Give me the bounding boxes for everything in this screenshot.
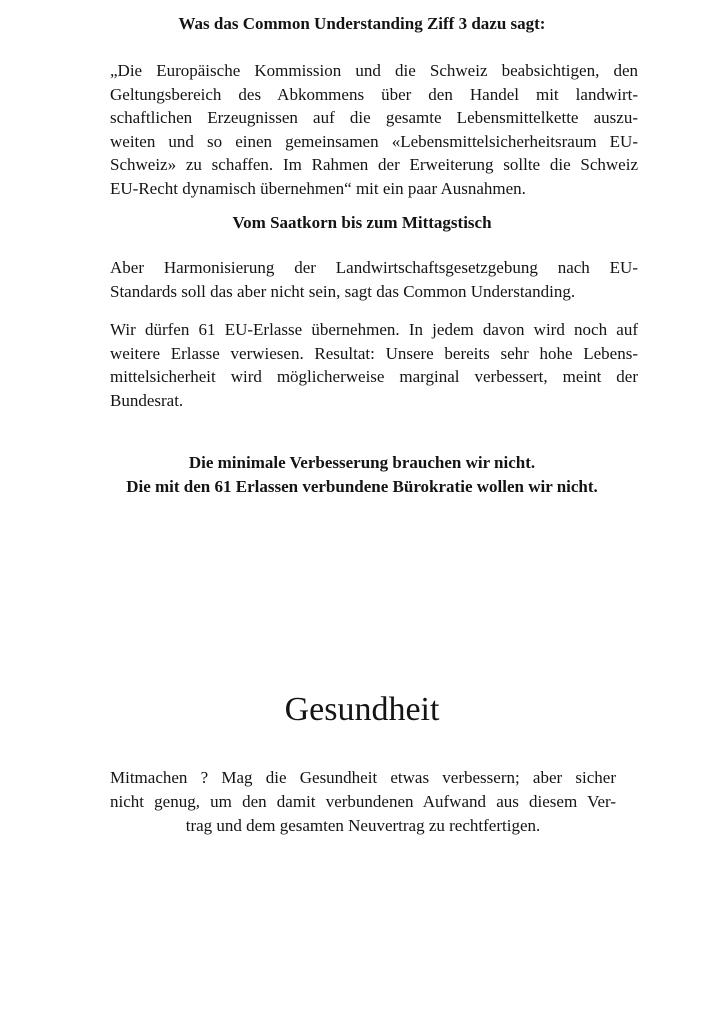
paragraph-line: mittelsicherheit wird möglicherweise marginal verbessert, meint der (110, 367, 638, 386)
conclusion (60, 451, 664, 499)
paragraph-line: Bundesrat. (110, 390, 184, 410)
paragraph-line: Aber Harmonisierung der Landwirtschaftsgesetzgebung nach EU- (110, 258, 638, 277)
paragraph-line: Mitmachen ? Mag die Gesundheit etwas verbessern; aber sicher (110, 768, 616, 787)
section-title-gesundheit: Gesundheit (284, 691, 440, 728)
quote-line: schaftlichen Erzeugnissen auf die gesamte Lebensmittelkette auszu- (110, 108, 638, 127)
paragraph-line: Wir dürfen 61 EU-Erlasse übernehmen. In jedem davon wird noch auf (110, 320, 638, 339)
paragraph-line: trag und dem gesamten Neuvertrag zu rechtfertigen. (185, 816, 541, 835)
gesundheit-paragraph (110, 766, 616, 838)
harmonisierung-paragraph (110, 256, 638, 303)
heading-common-understanding: Was das Common Understanding Ziff 3 dazu sagt: (178, 14, 546, 33)
conclusion-line-1: Die minimale Verbesserung brauchen wir nicht. (188, 453, 536, 472)
paragraph-line: nicht genug, um den damit verbundenen Aufwand aus diesem Ver- (110, 792, 616, 811)
heading-saatkorn: Vom Saatkorn bis zum Mittagstisch (232, 213, 492, 232)
conclusion-line-2: Die mit den 61 Erlassen verbundene Bürokratie wollen wir nicht. (126, 477, 598, 496)
quote-line: „Die Europäische Kommission und die Schweiz beabsichtigen, den (110, 61, 638, 80)
erlasse-paragraph (110, 318, 638, 412)
quote-line: weiten und so einen gemeinsamen «Lebensmittelsicherheitsraum EU- (110, 131, 638, 151)
paragraph-line: Standards soll das aber nicht sein, sagt das Common Understanding. (110, 281, 576, 301)
quote-line: EU-Recht dynamisch übernehmen“ mit ein paar Ausnahmen. (110, 178, 526, 198)
quote-paragraph (110, 59, 638, 200)
quote-line: Geltungsbereich des Abkommens über den Handel mit landwirt- (110, 84, 638, 104)
quote-line: Schweiz» zu schaffen. Im Rahmen der Erweiterung sollte die Schweiz (110, 155, 638, 174)
paragraph-line: weitere Erlasse verwiesen. Resultat: Unsere bereits sehr hohe Lebens- (110, 343, 638, 363)
